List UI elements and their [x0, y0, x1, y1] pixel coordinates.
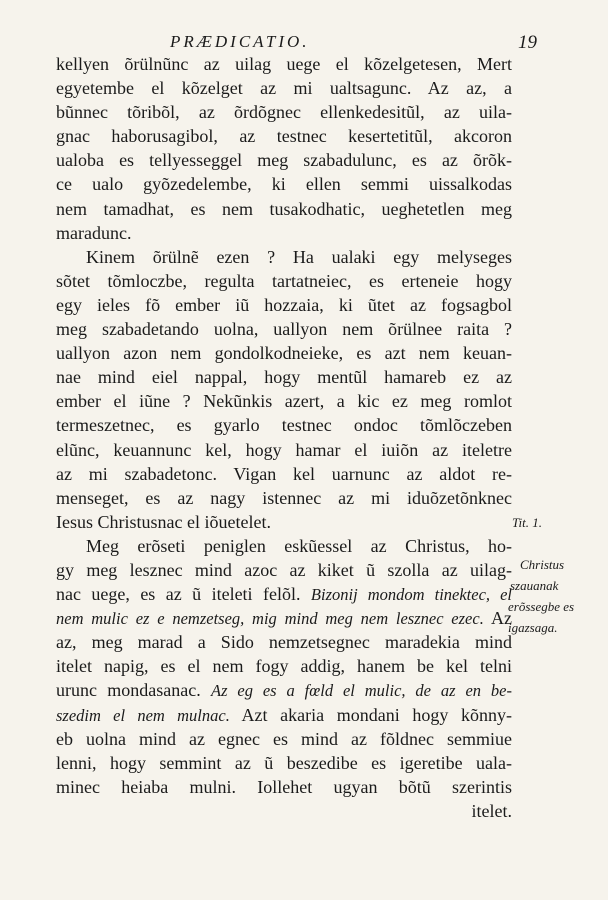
- text-line: [56, 197, 512, 221]
- line-text: nem tamadhat, es nem tusakodhatic, ueghetetlen meg: [56, 198, 512, 219]
- line-text: Az: [491, 608, 512, 629]
- line-text: ualoba es tellyesseggel meg szabadulunc, es az õrõk-: [56, 150, 512, 171]
- text-line: [56, 775, 512, 799]
- line-text: maradunc.: [56, 222, 132, 243]
- line-text: minec heiaba mulni. Iollehet ugyan bõtũ szerintis: [56, 776, 512, 797]
- line-text: Azt akaria mondani hogy kõnny-: [241, 704, 512, 725]
- line-text: sõtet tõmloczbe, regulta tartatneiec, es erteneie hogy: [56, 270, 512, 291]
- line-text: gnac haborusagibol, az testnec kesertetitũl, akcoron: [56, 126, 512, 147]
- line-text: elũnc, keuannunc kel, hogy hamar el iuiõn az iteletre: [56, 439, 512, 460]
- text-line: [56, 293, 512, 317]
- quoted-scripture: Az eg es a fœld el mulic, de az en be-: [211, 681, 512, 701]
- line-text: az mi szabadetonc. Vigan kel uarnunc az aldot re-: [56, 463, 512, 484]
- margin-note-christus-4: igazsaga.: [508, 620, 558, 635]
- line-text: itelet.: [471, 800, 512, 821]
- running-title: PRÆDICATIO.: [170, 32, 310, 51]
- text-line: [56, 52, 512, 76]
- text-line: [56, 100, 512, 124]
- text-line: [56, 148, 512, 172]
- line-text: lenni, hogy semmint az ũ beszedibe es igeretibe uala-: [56, 752, 512, 773]
- text-line: [56, 751, 512, 775]
- text-line: [56, 462, 512, 486]
- body-text: [56, 52, 512, 823]
- line-text: termeszetnec, es gyarlo testnec ondoc tõmlõczeben: [56, 415, 512, 436]
- margin-note-christus-1: Christus: [520, 557, 565, 572]
- line-text: nac uege, es az ũ iteleti felõl.: [56, 584, 301, 605]
- page-number: 19: [518, 32, 537, 53]
- text-line: [56, 365, 512, 389]
- text-line: [56, 630, 512, 654]
- text-line: [56, 124, 512, 148]
- line-text: itelet napig, es el nem fogy addig, hanem be kel telni: [56, 656, 512, 677]
- text-line: [56, 678, 512, 702]
- text-line: [56, 606, 512, 630]
- line-text: kellyen õrülnũnc az uilag uege el kõzelgetesen, Mert: [56, 54, 512, 74]
- text-line: [56, 799, 512, 823]
- text-line: [56, 654, 512, 678]
- text-line: [56, 269, 512, 293]
- line-text: ce ualo gyõzedelembe, ki ellen semmi uissalkodas: [56, 174, 512, 195]
- line-text: Kinem õrülnẽ ezen ? Ha ualaki egy melyseges: [86, 246, 512, 267]
- text-line: [56, 558, 512, 582]
- text-line: [56, 76, 512, 100]
- text-line: [56, 727, 512, 751]
- text-line: [56, 486, 512, 510]
- text-line: [56, 582, 512, 606]
- line-text: Iesus Christusnac el iõuetelet.: [56, 511, 271, 532]
- line-text: egy ieles fõ ember iũ hozzaia, ki ũtet az fogsagbol: [56, 294, 512, 315]
- line-text: eb uolna mind az egnec es mind az fõldnec semmiue: [56, 728, 512, 749]
- margin-note-tit: Tit. 1.: [512, 515, 542, 530]
- quoted-scripture: Bizonij mondom tinektec, el: [310, 585, 512, 605]
- line-text: urunc mondasanac.: [56, 680, 201, 701]
- text-line: [56, 221, 512, 245]
- line-text: uallyon azon nem gondolkodneieke, es azt nem keuan-: [56, 343, 512, 364]
- quoted-scripture: szedim el nem mulnac.: [56, 705, 230, 725]
- line-text: bũnnec tõribõl, az õrdõgnec ellenkedesitũl, az uila-: [56, 102, 512, 123]
- text-line: [56, 245, 512, 269]
- text-line: [56, 389, 512, 413]
- line-text: az, meg marad a Sido nemzetsegnec maradekia mind: [56, 632, 512, 653]
- margin-note-christus-3: erõssegbe es: [508, 599, 575, 614]
- line-text: menseget, es az nagy istennec az mi iduõzetõnknec: [56, 487, 512, 508]
- text-line: [56, 413, 512, 437]
- line-text: meg szabadetando uolna, uallyon nem õrülnee raita ?: [56, 319, 512, 340]
- line-text: gy meg lesznec mind azoc az kiket ũ szolla az uilag-: [56, 559, 512, 580]
- text-line: [56, 703, 512, 727]
- margin-note-christus-2: szauanak: [510, 578, 559, 593]
- line-text: nae mind eiel nappal, hogy mentũl hamareb ez az: [56, 367, 512, 388]
- text-line: [56, 534, 512, 558]
- text-line: [56, 341, 512, 365]
- quoted-scripture: nem mulic ez e nemzetseg, mig mind meg nem lesznec ezec.: [56, 609, 484, 629]
- text-line: [56, 510, 512, 534]
- text-line: [56, 172, 512, 196]
- text-line: [56, 317, 512, 341]
- line-text: Meg erõseti peniglen eskũessel az Christus, ho-: [86, 535, 512, 556]
- line-text: ember el iũne ? Nekũnkis azert, a kic ez meg romlot: [56, 391, 512, 412]
- text-line: [56, 438, 512, 462]
- line-text: egyetembe el kõzelget az mi ualtsagunc. Az az, a: [56, 78, 512, 99]
